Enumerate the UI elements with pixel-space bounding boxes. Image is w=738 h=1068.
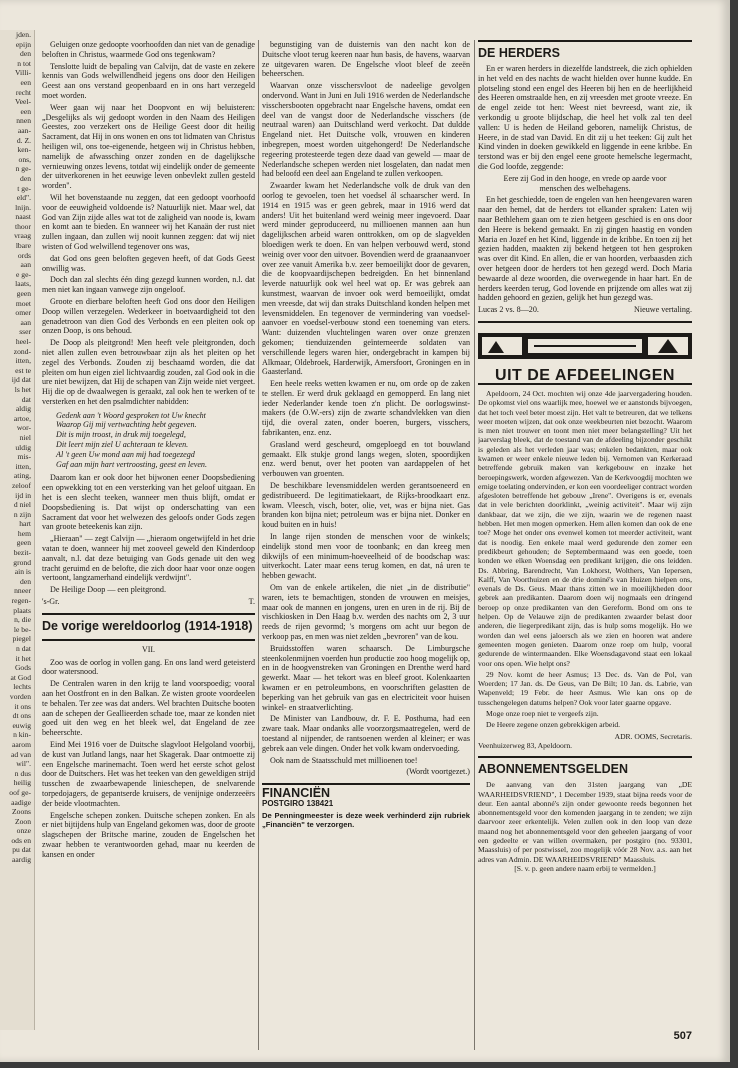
- edge-fragment: Veel-: [14, 97, 31, 107]
- edge-fragment: n ge-: [15, 164, 31, 174]
- paragraph: Eind Mei 1916 voer de Duitsche slagvloot Helgoland voorbij, de kust van Jutland langs, naar het Skagerak. Daar ontmoette zij een Engelsche marinemacht. Toen werd het eerste schot gelost door de Duitschers. Het was het teeken van den geweldigen strijd tusschen de zwaarbewapende linieschepen, de snelvarende torpedojagers, de gepantserde kruisers, de venijnige onderzeeërs der beide vlootmachten.: [42, 740, 255, 808]
- edge-fragment: omer: [15, 308, 31, 318]
- financien-text: De Penningmeester is deze week verhinderd zijn rubriek „Financiën" te verzorgen.: [262, 810, 470, 830]
- wordt-vervolgd: (Wordt voortgezet.): [406, 767, 470, 777]
- edge-fragment: niel: [19, 432, 31, 442]
- paragraph: Wil het bovenstaande nu zeggen, dat een gedoopt voorhoofd voor de eeuwigheid voldoende is? Natuurlijk niet. Maar wel, dat God van Zijn zijde alles wat tot de zaligheid van noode is, kwam en komt aan te bieden. En wanneer wij het Kanaän der rust niet zullen ingaan, dan zullen wij nooit kunnen zeggen: dat wij niet wisten of God welwillend tegenover ons was,: [42, 192, 255, 251]
- financien-postgiro: POSTGIRO 138421: [262, 798, 334, 808]
- doop-article: [42, 40, 255, 407]
- poem-line: Gedenk aan 't Woord gesproken tot Uw knecht: [56, 410, 206, 420]
- edge-fragment: d. Z.: [16, 135, 31, 145]
- edge-fragment: n kin-: [13, 730, 31, 740]
- paragraph: Waarvan onze visschersvloot de nadeelige gevolgen ondervond. Want in Juni en Juli 1916 werden de Nederlandsche visschersbooten opgebracht naar Engelsche havens, omdat een deel van de vangst door de Nederlandsche visschers (de neutraal waren) aan Duitschland werd verkocht. Dat duldde Engeland niet. Het Duitsche volk, vrouwen en kinderen inbegrepen, moest worden uitgehongerd! De Nederlandsche regeering protesteerde tegen deze daad van geweld — maar de Nederlandsche schepen werden niet losgelaten, dan nadat men had beloofd een deel aan Engeland te zullen verkoopen.: [262, 81, 470, 179]
- edge-fragment: wor-: [16, 423, 31, 433]
- edge-fragment: t ge-: [17, 183, 31, 193]
- edge-fragment: hem: [17, 528, 31, 538]
- poem-line: Al 't geen Uw mond aan mij had toegezegd: [56, 449, 195, 459]
- afdeelingen-text: [478, 389, 692, 730]
- abonnement-title: ABONNEMENTSGELDEN: [478, 762, 629, 777]
- edge-fragments: [0, 30, 34, 865]
- edge-fragment: ords: [17, 250, 31, 260]
- paragraph: Groote en dierbare beloften heeft God ons door den Heiligen Doop willen verzegelen. Wederkeer in boetvaardigheid tot den genadetroon van dien God des Verbonds en een pleiten ook op onzen Doop, is ons behoud.: [42, 296, 255, 336]
- afdeelingen-address: Veenhuizerweg 83, Apeldoorn.: [478, 740, 573, 750]
- edge-fragment: epijn: [15, 39, 31, 49]
- edge-fragment: ain is: [14, 567, 31, 577]
- paragraph: begunstiging van de duisternis van den nacht kon de Duitsche vloot terug keeren naar hun basis, de havens, waarvan ze uitgevaren waren. De Engelsche vloot bleef de zeeën beheerschen.: [262, 40, 470, 79]
- paragraph: Geluigen onze gedoopte voorhoofden dan niet van de genadige beloften in Christus, waarmede God ons tegenkwam?: [42, 40, 255, 59]
- edge-fragment: aan: [20, 317, 31, 327]
- edge-fragment: est te: [15, 365, 31, 375]
- edge-fragment: hart: [19, 519, 31, 529]
- edge-fragment: ons,: [18, 154, 31, 164]
- page-number: 507: [673, 1030, 692, 1042]
- wereldoorlog-article-continued: [262, 40, 470, 765]
- edge-fragment: den: [20, 576, 31, 586]
- column-divider: [474, 40, 475, 1050]
- paragraph: De Doop als pleitgrond! Men heeft vele pleitgronden, doch niet allen zullen even betrouwbaar zijn als het pleiten op het zegel des Verbonds. Zouden zij beschaamd worden, die dat pleiten om hun eigen ziel lichtvaardig zouden, zal God ook in die ure niet bewijzen, dat Hij de schapen van Zijn weide niet vergeet. Hij die op de dwaalwegen is geraakt, zal ook hen te werken of te versterken en het den psalmdichter nabidden:: [42, 338, 255, 406]
- edge-fragment: aldig: [15, 404, 31, 414]
- edge-fragment: heel-: [15, 337, 31, 346]
- signature-location: 's-Gr.: [42, 597, 60, 607]
- abonnement-text: De aanvang van den 31sten jaargang van „DE WAARHEIDSVRIEND", 1 December 1939, staat bijna reeds voor de deur. Een aantal abonné's zijn onder gewoonte reeds begonnen het abonnementsgeld voor den komenden jaargang in te zenden; we zijn daarvoor zeer erkentelijk. Velen zullen ook in den loop van deze maand nog het abonnementsgeld voor den geheelen jaargang of voor een gedeelte er van willen overmaken, per postgiro (no. 93301, Maassluis) of per postwissel, zoo mogelijk vóór 28 Nov. a.s. aan het adres van Admin. DE WAARHEIDSVRIEND" Maassluis.: [478, 780, 692, 864]
- column-divider: [258, 40, 259, 1050]
- edge-fragment: n, die: [14, 615, 31, 625]
- edge-fragment: n zijn: [13, 509, 31, 519]
- edge-fragment: zond-: [13, 346, 31, 356]
- section-rule: [42, 639, 255, 641]
- edge-fragment: ating,: [13, 471, 31, 481]
- edge-fragment: jden.: [16, 30, 31, 39]
- edge-fragment: aardig: [12, 855, 31, 865]
- poem-line: Dit is mijn troost, in druk mij toegelegd,: [56, 430, 186, 440]
- paragraph: De Heilige Doop — een pleitgrond.: [50, 585, 166, 595]
- paragraph: De beschikbare levensmiddelen werden gerantsoeneerd en gedistribueerd. De legitimatiekaart, de Rijks-broodkaart enz. kwam. Vleesch, visch, boter, olie, vet, was er bijna niet. Gas branden kon bijna niet; petroleum was er bijna niet. Donker en koud buiten en in huis!: [262, 481, 470, 530]
- edge-fragment: lbare: [15, 241, 31, 251]
- edge-fragment: ls het: [14, 384, 31, 394]
- edge-fragment: nnen: [16, 116, 31, 126]
- wereldoorlog-title: De vorige wereldoorlog (1914-1918): [42, 618, 253, 633]
- edge-fragment: vorden: [9, 691, 31, 701]
- edge-fragment: aadige: [11, 797, 31, 807]
- edge-fragment: pu dat: [12, 845, 31, 855]
- edge-fragment: e ge-: [16, 269, 31, 279]
- edge-fragment: Gods: [14, 663, 31, 673]
- edge-fragment: geen: [16, 538, 31, 548]
- edge-fragment: lechts: [13, 682, 31, 692]
- afdeelingen-title: UIT DE AFDEELINGEN: [495, 367, 675, 385]
- wereldoorlog-section-number: VII.: [141, 644, 156, 654]
- edge-fragment: regen-: [11, 596, 31, 606]
- edge-fragment: moet: [15, 298, 31, 308]
- edge-fragment: Villi-: [15, 68, 31, 78]
- edge-fragment: onze: [16, 826, 31, 836]
- paragraph: Daarom kan er ook door het bijwonen eener Doopsbediening een opwekking tot en een versterking van het geloof uitgaan. En het is een slecht teeken, wanneer men thuis blijft, omdat er Doopsbediening is. Dat wijst op onderschatting van een Sacrament dat voor het welwezen des geloofs onder Gods zegen van groote beteekenis kan zijn.: [42, 473, 255, 532]
- edge-fragment: recht: [15, 87, 31, 97]
- edge-fragment: lnijn.: [15, 202, 31, 212]
- paragraph: 29 Nov. komt de heer Asmus; 13 Dec. ds. Van de Pol, van Woerden; 17 Jan. ds. De Geus, van De Bilt; 10 Jan. ds. Labrie, van Wapenveld; 19 Febr. de heer Asmus. Wie kan ons op de tusschengelegen datums helpen? Ook voor later gaarne opgave.: [478, 669, 692, 707]
- paragraph: dat God ons geen beloften gegeven heeft, of dat Gods Geest onwillig was.: [42, 253, 255, 273]
- poem-line: Waarop Gij mij vertwachting hebt gegeven.: [56, 420, 197, 430]
- bible-reference: Lucas 2 vs. 8—20.: [478, 305, 539, 315]
- banner-illustration: [478, 329, 692, 363]
- financien-box: [262, 783, 470, 829]
- edge-fragment: n tot: [17, 58, 31, 68]
- edge-fragment: naast: [15, 212, 31, 222]
- edge-fragment: d niel: [13, 500, 31, 510]
- paragraph: De Heere zegene onzen gebrekkigen arbeid.: [486, 720, 621, 730]
- signature-initial: T.: [248, 597, 255, 607]
- edge-fragment: laats,: [15, 279, 31, 289]
- edge-fragment: oof ge-: [9, 787, 31, 797]
- edge-fragment: den: [20, 173, 31, 183]
- edge-fragment: bezit-: [13, 548, 31, 558]
- edge-fragment: ijd dat: [11, 375, 31, 385]
- edge-fragment: n dat: [16, 644, 31, 653]
- article-signature: [42, 597, 255, 607]
- edge-fragment: ad van: [10, 749, 31, 759]
- financien-title: FINANCIËN: [262, 786, 331, 801]
- edge-fragment: vraag: [14, 231, 31, 241]
- paragraph: Moge onze roep niet te vergeefs zijn.: [486, 709, 599, 719]
- edge-fragment: at God: [10, 672, 31, 682]
- column-3: [478, 40, 692, 1050]
- column-1: [42, 40, 255, 1050]
- edge-fragment: aan: [20, 260, 31, 270]
- doop-article-continued: [42, 473, 255, 595]
- edge-fragment: it het: [15, 653, 31, 663]
- edge-fragment: ods en: [11, 835, 31, 845]
- edge-fragment: nneer: [14, 586, 31, 596]
- translation-note: Nieuwe vertaling.: [634, 305, 692, 315]
- paragraph: De Minister van Landbouw, dr. F. E. Posthuma, had een zware taak. Maar ondanks alle voorzorgsmaatregelen, werd de toestand al nijpender, de rantsoenen werden al kleiner; er was gebrek aan vele dingen. Onder het volk kwam ondervoeding.: [262, 714, 470, 753]
- paragraph: De Centralen waren in den krijg te land voorspoedig; vooral aan het Oostfront en in den Balkan. Ze wisten groote voordeelen te behalen. Ter zee was dat anders. Wel brachten Duitsche booten aan de schepen der Geallieerden schade toe, maar ze konden niet goed uit den weg en het bleek wel, dat Engeland de zee beheerschte.: [42, 679, 255, 738]
- edge-fragment: een: [20, 106, 31, 116]
- edge-fragment: uldig: [15, 442, 31, 452]
- edge-fragment: plaats: [13, 605, 31, 615]
- section-rule: [478, 40, 692, 42]
- edge-fragment: aarom: [12, 739, 31, 749]
- paragraph: „Hieraan" — zegt Calvijn — „hieraom ongetwijfeld in het drie vatan te doen, wanneer hij met zooveel geweld den Kinderdoop aanvalt, n.l. dat deze betuiging van Gods genade uit den weg tracht geruimd en de belofte, die zich door haar voor onze oogen vertoont, langzamerhand eindelijk verdwijnt".: [42, 534, 255, 583]
- edge-fragment: den: [20, 49, 31, 59]
- paragraph: Bruidsstoffen waren schaarsch. De Limburgsche steenkolenmijnen voerden hun productie zoo hoog mogelijk op, en in de hoogvenstreken van Groningen en Drenthe werd hard gewerkt. Maar — het tekort was en bleef groot. Kolenkaarten kwamen er en petroleumbons, en voorschriften gelastten de beperking van het gebruik van gas en electriciteit voor huisen winkel- en straatverlichting.: [262, 643, 470, 712]
- section-rule: [478, 756, 692, 758]
- edge-fragment: euwig: [12, 720, 31, 730]
- edge-fragment: zeloof: [12, 480, 31, 490]
- edge-fragment: itten,: [15, 356, 31, 366]
- adjacent-page-edge: [0, 30, 35, 1030]
- edge-fragment: ijd in: [15, 490, 31, 500]
- paragraph: Zwaarder kwam het Nederlandsche volk de druk van den oorlog te gevoelen, toen het voedsel ál schaarscher werd. In 1914 en 1915 was er geen gebrek, maar in 1916 werd dat anders! Uit het buitenland werd weinig meer ingevoerd. Daar werd minder geproduceerd, nu millioenen mannen aan hun dagelijkschen arbeid waren onttrokken, om op de slagvelden bloedigen werk te doen. En van helpen verbouwd werd, stond weinig over voor den uitvoer. Bovendien werd de graanaanvoer over zee vanuit Amerika b.v. zeer bemoeilijkt door de gevaren, die de koopvaardijschepen bedreigden. En het binnenland leverde natuurlijk ook wel heel wat op. Er was gebrek aan kunstmest, waarvan de invoer ook werd bemoeilijkt, omdat men vreesde, dat wij dan straks Duitschland konden helpen met levensmiddelen. En tegenover de vermindering van voedsel-aanvoer en voedsel-verbouw stond een toeneming van eters. Want: duizenden vluchtelingen waren over onze grenzen gekomen; tienduizenden geïnterneerde soldaten van verschillende legers waren hier, ondergebracht in kampen bij Alkmaar, Oldebroek, Harderwijk, Amersfoort, Groningen en in Gaasterland.: [262, 181, 470, 377]
- edge-fragment: artoe,: [13, 413, 31, 423]
- edge-fragment: heilig: [13, 778, 31, 788]
- afdeelingen-banner: [478, 321, 692, 385]
- paragraph: Ook nam de Staatsschuld met millioenen toe!: [270, 755, 418, 765]
- edge-fragment: dt ons: [12, 711, 31, 721]
- psalm-quote: [56, 411, 255, 470]
- edge-fragment: mis-: [17, 452, 31, 462]
- edge-fragment: thoor: [14, 221, 31, 231]
- paragraph: En het geschiedde, toen de engelen van hen heengevaren waren naar den hemel, dat de herders tot elkander spraken: Laten wij naar Bethlehem gaan om te zien hetgeen geschied is en ons door den Heere is bekend gemaakt. En zij gingen haastig en vonden Maria en Jozef en het Kind, liggende in de kribbe. En toen zij het gezien hadden, maakten zij bekend hetgeen tot hen gesproken was over dit Kind. En allen, die er van hoorden, verbaasden zich over hetgeen door de herders tot hen gezegd werd. Doch Maria bewaarde al deze woorden, die overwegende in haar hart. En de herders keerden terug, God lovende en prijzende om alles wat zij hadden gehoord en gezien, gelijk het hun gezegd was.: [478, 195, 692, 303]
- herders-reference: [478, 305, 692, 315]
- herders-text: [478, 64, 692, 172]
- paragraph: Grasland werd gescheurd, omgeploegd en tot bouwland gemaakt. Elk stukje grond langs wegen, sloten, spoordijken enz. werd benut, over het pooten van aardappelen of het verbouwen van groenten.: [262, 439, 470, 479]
- poem-line: Gaf aan mijn hart vertroosting, geest en leven.: [56, 459, 207, 469]
- paragraph: Zoo was de oorlog in vollen gang. En ons land werd geteisterd door watersnood.: [42, 657, 255, 677]
- paragraph: Doch dan zal slechts één ding gezegd kunnen worden, n.l. dat men niet kan ingaan vanwege zijn ongeloof.: [42, 275, 255, 295]
- poem-line: Dit leert mijn ziel U achteraan te kleven.: [56, 440, 189, 450]
- edge-fragment: it ons: [14, 701, 31, 711]
- paragraph: Engelsche schepen zonken. Duitsche schepen zonken. En als er niet bijtijdens hulp van Engeland gekomen was, door de groote slagschepen der Britsche marine, zouden de Engelschen het zwaar hebben te verantwoorden gehad, maar nu keerden de kansen en onder: [42, 810, 255, 859]
- herders-quote: Eere zij God in den hooge, en vrede op aarde voor menschen des welbehagens.: [503, 173, 667, 193]
- edge-fragment: een: [20, 77, 31, 87]
- edge-fragment: itten,: [15, 461, 31, 471]
- column-2: [262, 40, 470, 1000]
- edge-fragment: ken-: [17, 145, 31, 155]
- edge-fragment: grond: [13, 557, 31, 567]
- paragraph: Tenslotte luidt de bepaling van Calvijn, dat de vaste en zekere kennis van Gods welwillendheid jegens ons door den Heiligen Geest aan ons verstand geopenbaard en in ons hart verzegeld moet worden.: [42, 61, 255, 100]
- edge-fragment: n dus: [14, 768, 31, 778]
- abonnement-note: [S. v. p. geen andere naam erbij te vermelden.]: [514, 863, 656, 873]
- paragraph: En er waren herders in diezelfde landstreek, die zich ophielden in het veld en des nachts de wacht hielden over hunne kudde. En plotseling stond een engel des Heeren bij hen en de heerlijkheid des Heeren omstraalde hen, en zij vreesden met groote vreeze. En de engel zeide tot hen: Weest niet bevreesd, want zie, ik verkondig u groote blijdschap, die heel het volk zal ten deel vallen: U is heden de Heiland geboren, namelijk Christus, de Heere, in de stad van David. En dit zij u het teeken: Gij zult het Kind vinden in doeken gewikkeld en liggende in eene kribbe. En terstond was er bij den engel eene groote hemelsche legermacht, die God loofde, zeggende:: [478, 64, 692, 171]
- edge-fragment: aan-: [17, 125, 31, 135]
- edge-fragment: sser: [19, 327, 31, 337]
- herders-title: DE HERDERS: [478, 46, 560, 60]
- paragraph: In lange rijen stonden de menschen voor de winkels; eindelijk stond men voor de toonbank; en dan kreeg men dikwijls of een minimum-hoeveelheid of de boodschap was: uitverkocht. Later maar eens terug komen, en dat, ná uren te hebben gewacht.: [262, 532, 470, 581]
- section-rule: [42, 613, 255, 615]
- edge-fragment: dat: [21, 394, 31, 404]
- paragraph: Apeldoorn, 24 Oct. mochten wij onze 4de jaarvergadering houden. De opkomst viel ons waarlijk mee, hoewel we er aanstonds bijvoegen, dat het toch veel beter moest zijn. Het valt te betreuren, dat we telkens weer moeten wijzen, dat ook onze weekbeurten niet bezocht. Waarom is men niet trouwer en toont men niet meer belangstelling? Uit het jaarverslag bleek, dat de toestand van de afdeeling bijzonder geschikt is geleden als het verleden jaar was; enkelen bedankten, maar ook kwamen er weer enkele nieuwe leden bij. Vernomen van Kerkeraad betreffende gebruik maken van kerkgebouw en inzake het beroepingswerk, worden afgewezen. Van de Kerkvoogdij mochten we ernige toelating ondervinden, er kon een voordeeliger contract worden afgesloten betreffende het gebouw „Irene". Overigens is er, evenals dat in vele berichten doorklinkt, „weinig activiteit". Maar wij zijn dankbaar, dat we zijn, die we zijn, waarin we de regenen naast hebben. Het men mogen opmerken. Hem allen komen dan ook de ene toe? Moge het onder ons evenwel komen tot meerder activiteit, want dat is noodig. Een enkele maal werd gedurende den zomer een predikbeurt gehouden; de Septembermaand was een goede, toen konden we elken Woensdag een predikant krijgen, die ons leidden. Ds. Abbring, Barendrecht, Van Lokhorst, Wolthers, Van Iepersen, Kalff, Van Voorthuizen en de drie dominé's van Huizen hielpen ons, evenals de Ds. Geus. Maar thans zitten we in moeilijkheden door gebrek aan predikanten. Daarom doen wij nogmaals een dringend beroep op onze predikanten van den Gereform. Bond om ons te helpen. Op de Velauwe zijn de predikanten zwaarder belast door anderen, die liegerpredikant zijn, das is hulp soms mogelijk. Ho we worden dan wel eens jaloersch als we zien en hooren wat andere gemeenten mogen genieten. Daarom onze roep om hulp, vooral gedurende de wintermaanden. Elke Woensdagavond staat een lokaal voor ons open. Wie helpt ons?: [478, 388, 692, 668]
- edge-fragment: Zoons: [12, 807, 31, 817]
- edge-fragment: piegel: [12, 634, 31, 644]
- paragraph: Een heele reeks wetten kwamen er nu, om orde op de zaken te stellen. Er werd druk geklaagd en gemopperd. En lang niet ieder Nederlander kende toen z'n plicht. De oorlogswinst-makers (de O.W.-ers) zijn de zwarte schandvlekken van dien tijd, die overal zaten, onder boeren, burgers, visschers, fabrikanten, enz. enz.: [262, 379, 470, 438]
- afdeelingen-signature: ADR. OOMS, Secretaris.: [614, 731, 692, 741]
- herders-text-continued: [478, 195, 692, 303]
- edge-fragment: geen: [16, 289, 31, 299]
- edge-fragment: Zoon: [14, 816, 31, 826]
- wereldoorlog-article: [42, 658, 255, 860]
- edge-fragment: le be-: [13, 624, 31, 634]
- edge-fragment: eld".: [16, 193, 31, 203]
- paragraph: Weer gaan wij naar het Doopvont en wij beluisteren: „Desgelijks als wij gedoopt worden in den Naam des Heiligen Geestes, zoo verzekert ons de Heilige Geest door dit heilig Sacrament, dat Hij in ons wonen en ons tot lidmaten van Christus heiligen wil, ons toe-eigenende, hetgeen wij in Christus hebben, namelijk de afwassching onzer zonden en de dagelijksche vernieuwing onzes levens, totdat wij eindelijk onder de gemeente der uitverkorenen in het eeuwige leven onbevlekt zullen gesteld worden".: [42, 102, 255, 191]
- paragraph: Om van de enkele artikelen, die niet „in de distributie" waren, iets te bemachtigen, stonden de vrouwen en meisjes, maar ook de mannen en jongens, uren en uren in de rij. Bij de vischkiosken in Den Haag b.v. werden des nachts om 2, 3 uur reeds de rijen gevormd; 's morgens om acht uur begon de verkoop pas, en men was niet zelden „bevroren" van de kou.: [262, 583, 470, 642]
- edge-fragment: wil".: [16, 759, 31, 769]
